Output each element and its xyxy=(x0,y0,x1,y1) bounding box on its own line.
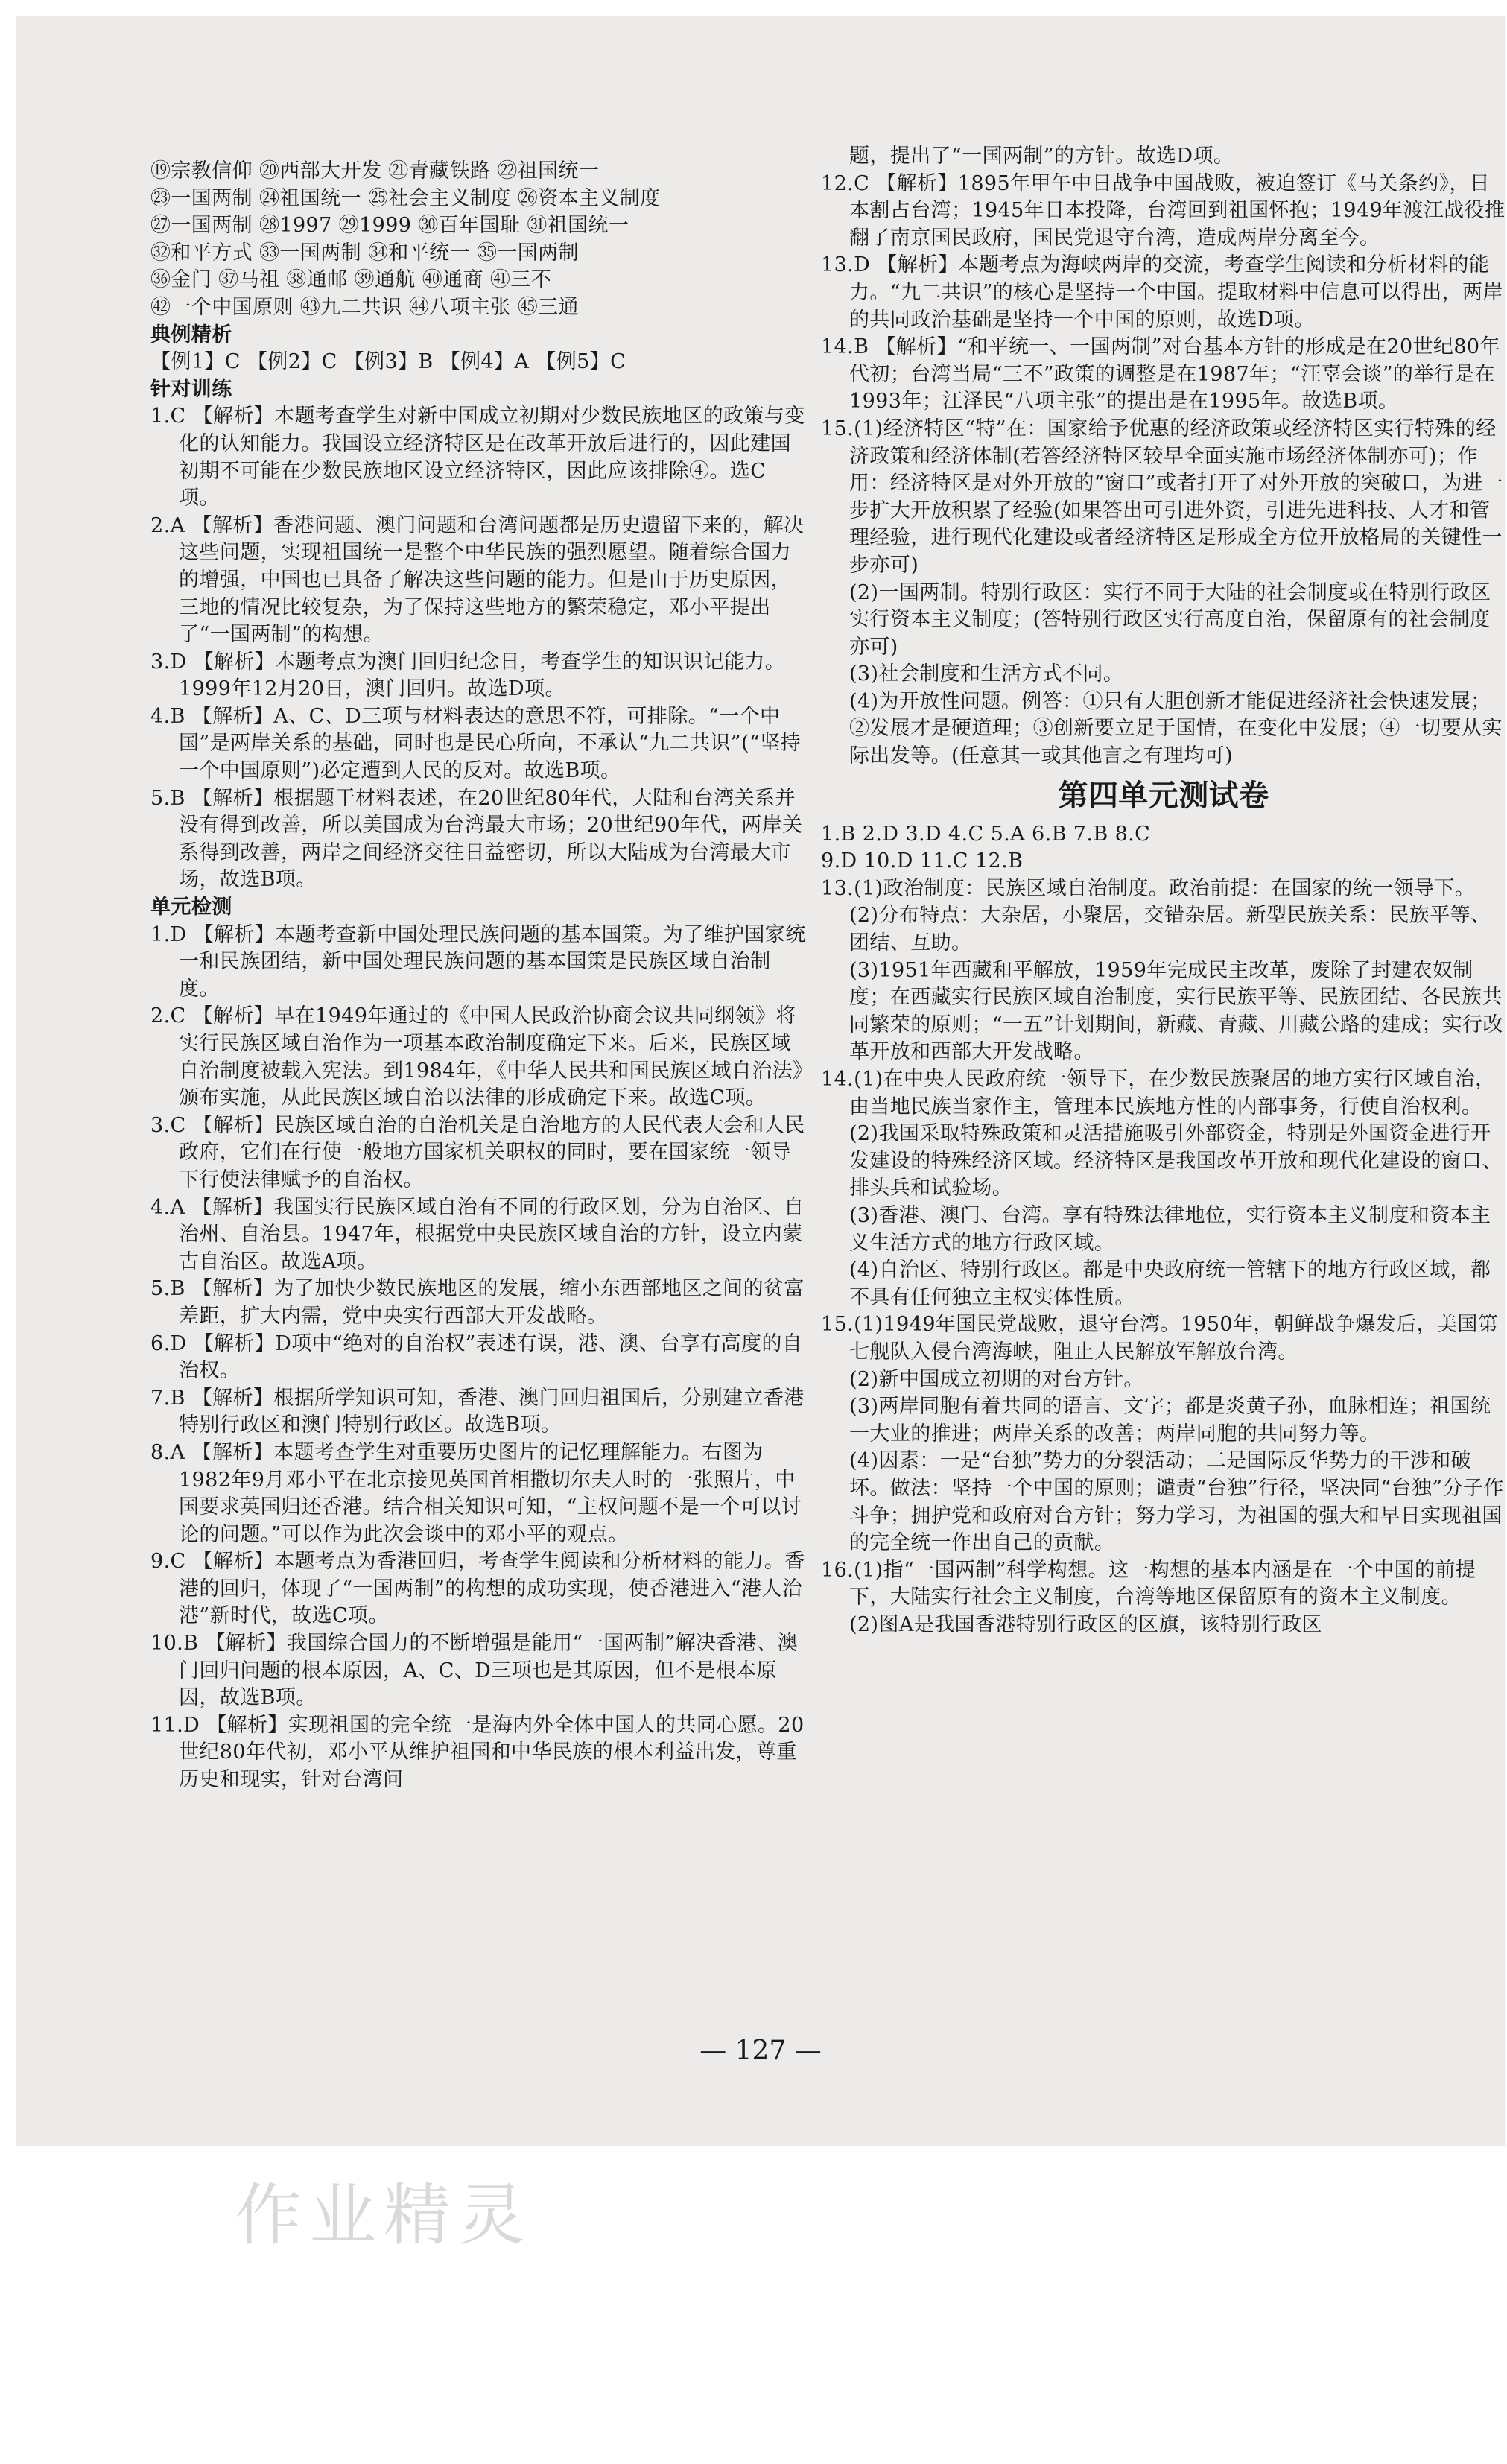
answer-line: ⑲宗教信仰 ⑳西部大开发 ㉑青藏铁路 ㉒祖国统一 xyxy=(150,159,600,183)
answer-line: 【例1】C 【例2】C 【例3】B 【例4】A 【例5】C xyxy=(150,350,626,374)
answer-item: 7.B 【解析】根据所学知识可知，香港、澳门回归祖国后，分别建立香港特别行政区和澳门特别行政区。故选B项。 xyxy=(150,1386,805,1437)
answer-subitem: (2)我国采取特殊政策和灵活措施吸引外部资金，特别是外国资金进行开发建设的特殊经济区域。经济特区是我国改革开放和现代化建设的窗口、排头兵和试验场。 xyxy=(849,1122,1503,1200)
answer-item: 5.B 【解析】为了加快少数民族地区的发展，缩小东西部地区之间的贫富差距，扩大内需，党中央实行西部大开发战略。 xyxy=(150,1277,805,1328)
right-column xyxy=(821,143,1506,1638)
section-heading: 单元检测 xyxy=(150,896,232,919)
page-sheet xyxy=(16,16,1505,2146)
answer-line: ㉜和平方式 ㉝一国两制 ㉞和平统一 ㉟一国两制 xyxy=(150,241,579,265)
answer-subitem: (2)新中国成立初期的对台方针。 xyxy=(849,1367,1144,1391)
answer-item: 13.(1)政治制度：民族区域自治制度。政治前提：在国家的统一领导下。 xyxy=(821,876,1476,900)
section-heading: 针对训练 xyxy=(150,377,232,401)
answer-line: ㊱金门 ㊲马祖 ㊳通邮 ㊴通航 ㊵通商 ㊶三不 xyxy=(150,268,552,292)
answer-subitem: (3)社会制度和生活方式不同。 xyxy=(849,662,1124,686)
answer-item: 4.B 【解析】A、C、D三项与材料表达的意思不符，可排除。“一个中国”是两岸关系的基础，同时也是民心所向，不承认“九二共识”(“坚持一个中国原则”)必定遭到人民的反对。故选B项。 xyxy=(150,704,801,783)
answer-item: 2.A 【解析】香港问题、澳门问题和台湾问题都是历史遗留下来的，解决这些问题，实现祖国统一是整个中华民族的强烈愿望。随着综合国力的增强，中国也已具备了解决这些问题的能力。但是由于历史原因，三地的情况比较复杂，为了保持这些地方的繁荣稳定，邓小平提出了“一国两制”的构想。 xyxy=(150,513,805,647)
left-column xyxy=(150,158,806,1794)
answer-item: 16.(1)指“一国两制”科学构想。这一构想的基本内涵是在一个中国的前提下，大陆实行社会主义制度，台湾等地区保留原有的资本主义制度。 xyxy=(821,1558,1476,1609)
answer-line: ㉗一国两制 ㉘1997 ㉙1999 ㉚百年国耻 ㉛祖国统一 xyxy=(150,214,629,238)
answer-item: 10.B 【解析】我国综合国力的不断增强是能用“一国两制”解决香港、澳门回归问题的根本原因，A、C、D三项也是其原因，但不是根本原因，故选B项。 xyxy=(150,1632,798,1710)
page-number: — 127 — xyxy=(699,2036,822,2066)
answer-item: 11.D 【解析】实现祖国的完全统一是海内外全体中国人的共同心愿。20世纪80年代初，邓小平从维护祖国和中华民族的根本利益出发，尊重历史和现实，针对台湾问 xyxy=(150,1713,805,1792)
answer-item: 5.B 【解析】根据题干材料表述，在20世纪80年代，大陆和台湾关系并没有得到改善，所以美国成为台湾最大市场；20世纪90年代，两岸关系得到改善，两岸之间经济交往日益密切，所以大陆成为台湾最大市场，故选B项。 xyxy=(150,786,803,892)
unit-title: 第四单元测试卷 xyxy=(1058,778,1269,813)
answer-item: 8.A 【解析】本题考查学生对重要历史图片的记忆理解能力。右图为1982年9月邓小平在北京接见英国首相撒切尔夫人时的一张照片，中国要求英国归还香港。结合相关知识可知，“主权问题不是一个可以讨论的问题。”可以作为此次会谈中的邓小平的观点。 xyxy=(150,1440,802,1546)
answer-subitem: 题，提出了“一国两制”的方针。故选D项。 xyxy=(849,145,1234,168)
answer-subitem: (2)图A是我国香港特别行政区的区旗，该特别行政区 xyxy=(849,1612,1322,1636)
answer-item: 14.B 【解析】“和平统一、一国两制”对台基本方针的形成是在20世纪80年代初；台湾当局“三不”政策的调整是在1987年；“汪辜会谈”的举行是在1993年；江泽民“八项主张”的提出是在1995年。故选B项。 xyxy=(821,335,1500,414)
answer-item: 13.D 【解析】本题考点为海峡两岸的交流，考查学生阅读和分析材料的能力。“九二共识”的核心是坚持一个中国。提取材料中信息可以得出，两岸的共同政治基础是坚持一个中国的原则，故选D项。 xyxy=(821,253,1503,332)
answer-item: 3.D 【解析】本题考点为澳门回归纪念日，考查学生的知识识记能力。1999年12月20日，澳门回归。故选D项。 xyxy=(150,650,786,701)
answer-item: 2.C 【解析】早在1949年通过的《中国人民政治协商会议共同纲领》将实行民族区域自治作为一项基本政治制度确定下来。后来，民族区域自治制度被载入宪法。到1984年，《中华人民共和国民族区域自治法》颁布实施，从此民族区域自治以法律的形成确定下来。故选C项。 xyxy=(150,1004,803,1110)
answer-item: 1.D 【解析】本题考查新中国处理民族问题的基本国策。为了维护国家统一和民族团结，新中国处理民族问题的基本国策是民族区域自治制度。 xyxy=(150,922,806,1001)
answer-item: 1.C 【解析】本题考查学生对新中国成立初期对少数民族地区的政策与变化的认知能力。我国设立经济特区是在改革开放后进行的，因此建国初期不可能在少数民族地区设立经济特区，因此应该排除④。选C项。 xyxy=(150,405,805,510)
section-heading: 典例精析 xyxy=(150,323,232,346)
answer-item: 15.(1)1949年国民党战败，退守台湾。1950年，朝鲜战争爆发后，美国第七舰队入侵台湾海峡，阻止人民解放军解放台湾。 xyxy=(821,1313,1499,1364)
answer-item: 15.(1)经济特区“特”在：国家给予优惠的经济政策或经济特区实行特殊的经济政策和经济体制(若答经济特区较早全面实施市场经济体制亦可)；作用：经济特区是对外开放的“窗口”或者打开了对外开放的突破口，为进一步扩大开放积累了经验(如果答出可引进外资，引进先进科技、人才和管理经验，进行现代化建设或者经济特区是形成全方位开放格局的关键性一步亦可) xyxy=(821,417,1503,577)
answer-line: 1.B 2.D 3.D 4.C 5.A 6.B 7.B 8.C xyxy=(821,822,1151,846)
answer-subitem: (4)因素：一是“台独”势力的分裂活动；二是国际反华势力的干涉和破坏。做法：坚持一个中国的原则；谴责“台独”行径，坚决同“台独”分子作斗争；拥护党和政府对台方针；努力学习，为祖国的强大和早日实现祖国的完全统一作出自己的贡献。 xyxy=(849,1449,1504,1555)
answer-subitem: (4)自治区、特别行政区。都是中央政府统一管辖下的地方行政区域，都不具有任何独立主权实体性质。 xyxy=(849,1258,1491,1309)
answer-item: 6.D 【解析】D项中“绝对的自治权”表述有误，港、澳、台享有高度的自治权。 xyxy=(150,1331,803,1383)
answer-item: 9.C 【解析】本题考点为香港回归，考查学生阅读和分析材料的能力。香港的回归，体现了“一国两制”的构想的成功实现，使香港进入“港人治港”新时代，故选C项。 xyxy=(150,1550,805,1628)
answer-item: 4.A 【解析】我国实行民族区域自治有不同的行政区划，分为自治区、自治州、自治县。1947年，根据党中央民族区域自治的方针，设立内蒙古自治区。故选A项。 xyxy=(150,1195,805,1273)
answer-subitem: (2)一国两制。特别行政区：实行不同于大陆的社会制度或在特别行政区实行资本主义制度；(答特别行政区实行高度自治，保留原有的社会制度亦可) xyxy=(849,580,1491,659)
watermark-logo: 作业精灵 xyxy=(235,2176,533,2255)
answer-item: 3.C 【解析】民族区域自治的自治机关是自治地方的人民代表大会和人民政府，它们在行使一般地方国家机关职权的同时，要在国家统一领导下行使法律赋予的自治权。 xyxy=(150,1113,805,1191)
answer-line: ㉓一国两制 ㉔祖国统一 ㉕社会主义制度 ㉖资本主义制度 xyxy=(150,186,661,210)
answer-subitem: (2)分布特点：大杂居，小聚居，交错杂居。新型民族关系：民族平等、团结、互助。 xyxy=(849,904,1491,955)
answer-subitem: (3)香港、澳门、台湾。享有特殊法律地位，实行资本主义制度和资本主义生活方式的地方行政区域。 xyxy=(849,1203,1491,1255)
answer-subitem: (4)为开放性问题。例答：①只有大胆创新才能促进经济社会快速发展；②发展才是硬道理；③创新要立足于国情，在变化中发展；④一切要从实际出发等。(任意其一或其他言之有理均可) xyxy=(849,689,1503,768)
answer-item: 12.C 【解析】1895年甲午中日战争中国战败，被迫签订《马关条约》，日本割占台湾；1945年日本投降，台湾回到祖国怀抱；1949年渡江战役推翻了南京国民政府，国民党退守台湾，造成两岸分离至今。 xyxy=(821,171,1506,250)
answer-line: ㊷一个中国原则 ㊸九二共识 ㊹八项主张 ㊺三通 xyxy=(150,295,579,319)
answer-subitem: (3)两岸同胞有着共同的语言、文字；都是炎黄子孙，血脉相连；祖国统一大业的推进；两岸关系的改善；两岸同胞的共同努力等。 xyxy=(849,1395,1491,1445)
answer-subitem: (3)1951年西藏和平解放，1959年完成民主改革，废除了封建农奴制度；在西藏实行民族区域自治制度，实行民族平等、民族团结、各民族共同繁荣的原则；“一五”计划期间，新藏、青藏、川藏公路的建成；实行改革开放和西部大开发战略。 xyxy=(849,958,1503,1064)
answer-line: 9.D 10.D 11.C 12.B xyxy=(821,849,1024,873)
answer-item: 14.(1)在中央人民政府统一领导下，在少数民族聚居的地方实行区域自治，由当地民族当家作主，管理本民族地方性的内部事务，行使自治权利。 xyxy=(821,1068,1496,1118)
